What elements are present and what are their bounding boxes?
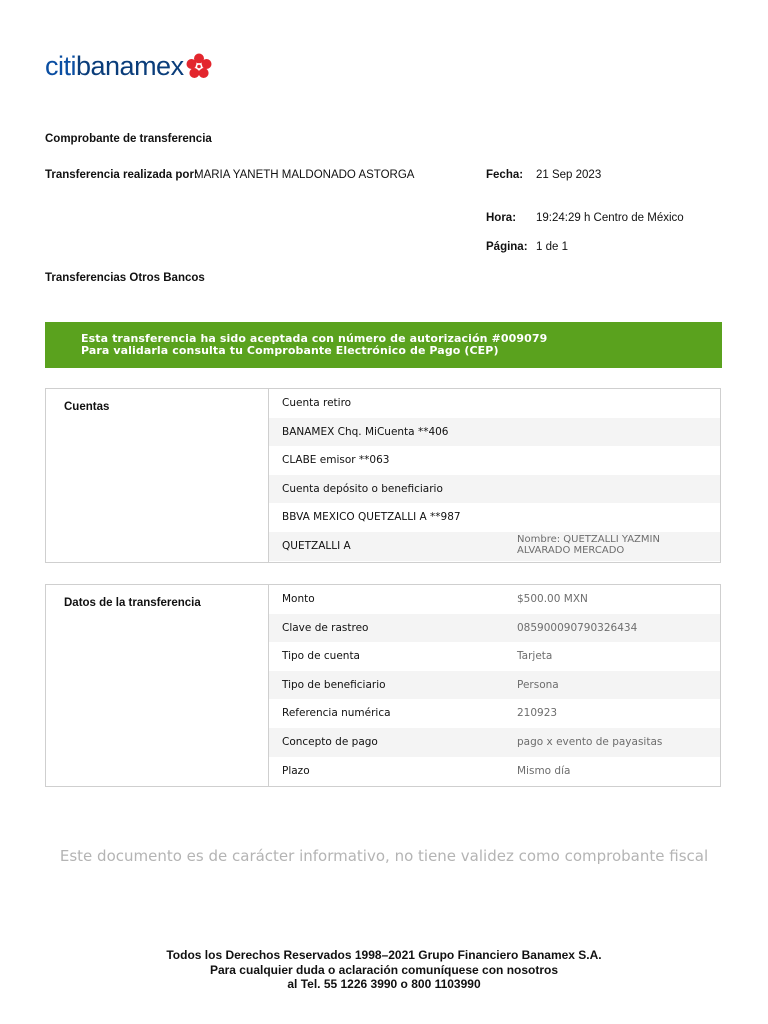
- transfer-row-key: Referencia numérica: [282, 707, 391, 720]
- transfer-row: [269, 728, 720, 757]
- account-row: [269, 475, 720, 504]
- transfer-row-key: Concepto de pago: [282, 735, 378, 748]
- section-title: Transferencias Otros Bancos: [45, 272, 205, 284]
- transfer-row-value: $500.00 MXN: [517, 593, 588, 605]
- footer-phone: al Tel. 55 1226 3990 o 800 1103990: [287, 977, 481, 991]
- transfer-row-value: 085900090790326434: [517, 621, 638, 634]
- transfer-label: Datos de la transferencia: [64, 597, 201, 609]
- sender-label: Transferencia realizada por:: [45, 169, 198, 181]
- transfer-row-value: Tarjeta: [517, 650, 553, 663]
- sender-name: MARIA YANETH MALDONADO ASTORGA: [194, 169, 415, 181]
- accounts-rows: [269, 389, 720, 561]
- banner-line-cep: Para validarla consulta tu Comprobante Electrónico de Pago (CEP): [81, 344, 499, 357]
- account-row: [269, 446, 720, 475]
- transfer-panel: [45, 584, 721, 787]
- time-value: 19:24:29 h Centro de México: [536, 212, 684, 224]
- account-row-key: QUETZALLI A: [282, 539, 351, 552]
- transfer-row-key: Tipo de beneficiario: [282, 678, 386, 691]
- transfer-row-value: Persona: [517, 678, 559, 691]
- transfer-row-key: Plazo: [282, 764, 310, 777]
- banner-line-authorization: Esta transferencia ha sido aceptada con número de autorización #009079: [81, 332, 548, 345]
- transfer-row-value: Mismo día: [517, 764, 571, 777]
- date-label: Fecha:: [486, 169, 524, 181]
- logo-text-citi: citi: [45, 51, 76, 81]
- logo-text-banamex: banamex: [76, 51, 184, 81]
- transfer-row-key: Monto: [282, 593, 315, 605]
- transfer-row: [269, 699, 720, 728]
- transfer-rows: [269, 585, 720, 785]
- page-label: Página:: [486, 241, 528, 253]
- account-row: [269, 418, 720, 447]
- account-row: [269, 503, 720, 532]
- account-row-key: BBVA MEXICO QUETZALLI A **987: [282, 511, 461, 524]
- transfer-row-key: Tipo de cuenta: [282, 650, 360, 663]
- account-row-key: Cuenta depósito o beneficiario: [282, 482, 443, 495]
- accounts-panel: [45, 388, 721, 563]
- transfer-row: [269, 671, 720, 700]
- footer: [0, 948, 768, 992]
- footer-contact: Para cualquier duda o aclaración comuníquese con nosotros: [209, 962, 559, 977]
- document-title: Comprobante de transferencia: [45, 133, 212, 145]
- date-value: 21 Sep 2023: [536, 169, 602, 181]
- transfer-row: [269, 585, 720, 614]
- informative-notice: Este documento es de carácter informativo, no tiene validez como comprobante fiscal: [59, 847, 709, 865]
- transfer-row-key: Clave de rastreo: [282, 621, 369, 634]
- transfer-row: [269, 757, 720, 786]
- transfer-row-value: 210923: [517, 707, 558, 720]
- account-row: [269, 532, 720, 561]
- accounts-label: Cuentas: [64, 401, 110, 413]
- authorization-banner: [45, 322, 722, 368]
- flower-logo-icon: [186, 53, 212, 79]
- account-row-key: Cuenta retiro: [282, 397, 352, 409]
- citibanamex-logo: [45, 50, 212, 82]
- transfer-row: [269, 642, 720, 671]
- transfer-row: [269, 614, 720, 643]
- beneficiary-name: Nombre: QUETZALLI YAZMIN ALVARADO MERCADO: [517, 533, 660, 556]
- account-row-key: CLABE emisor **063: [282, 454, 390, 467]
- footer-copyright: Todos los Derechos Reservados 1998–2021 Grupo Financiero Banamex S.A.: [166, 948, 602, 962]
- account-row: [269, 389, 720, 418]
- time-label: Hora:: [486, 212, 517, 224]
- page-value: 1 de 1: [536, 241, 568, 253]
- account-row-key: BANAMEX Chq. MiCuenta **406: [282, 425, 449, 438]
- transfer-row-value: pago x evento de payasitas: [517, 735, 663, 748]
